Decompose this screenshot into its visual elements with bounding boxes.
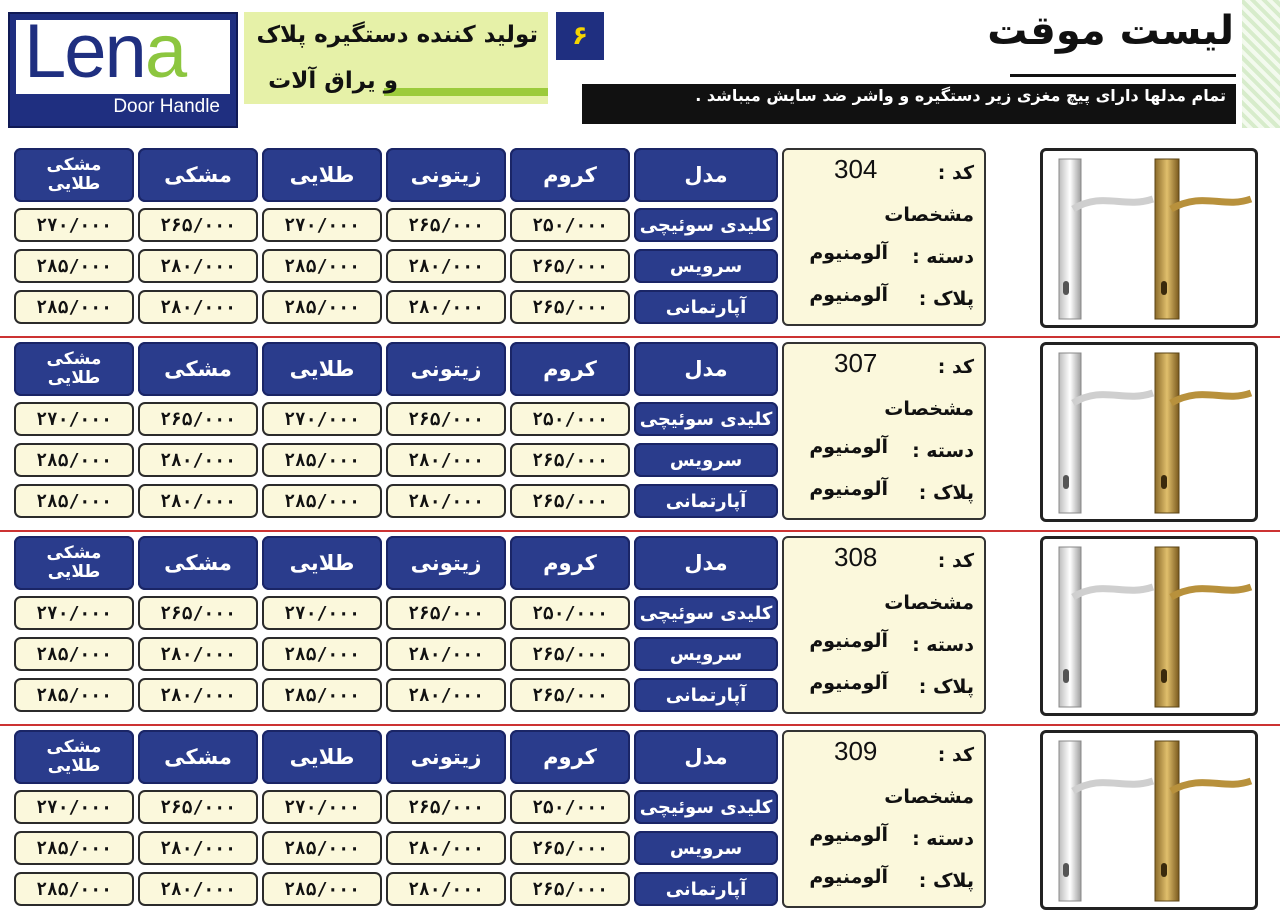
price-cell-olive: ۲۶۵/۰۰۰ — [386, 208, 506, 242]
header-line: طلایی — [47, 368, 101, 388]
price-cell-black-gold: ۲۸۵/۰۰۰ — [14, 290, 134, 324]
product-block — [0, 148, 1280, 328]
block-separator — [0, 336, 1280, 338]
product-block — [0, 342, 1280, 522]
price-cell-black-gold: ۲۸۵/۰۰۰ — [14, 443, 134, 477]
price-cell-black-gold: ۲۷۰/۰۰۰ — [14, 208, 134, 242]
price-cell-olive: ۲۸۰/۰۰۰ — [386, 678, 506, 712]
product-code: 307 — [834, 348, 878, 378]
price-cell-gold: ۲۷۰/۰۰۰ — [262, 596, 382, 630]
price-cell-black-gold: ۲۸۵/۰۰۰ — [14, 872, 134, 906]
logo-panel — [16, 9, 230, 120]
column-header-black-gold — [14, 148, 134, 202]
model-label: سرویس — [634, 249, 778, 283]
product-photo — [1040, 536, 1258, 716]
handle-material: آلومنیوم — [809, 824, 888, 846]
page-title: لیست موقت — [987, 8, 1234, 54]
header-line: مشکی — [46, 737, 102, 757]
door-handle-illustration — [1043, 733, 1255, 907]
column-header-chrome: کروم — [510, 148, 630, 202]
plate-label: پلاک : — [918, 676, 974, 698]
price-cell-black: ۲۸۰/۰۰۰ — [138, 443, 258, 477]
logo-subtitle: Door Handle — [16, 94, 230, 120]
handle-material: آلومنیوم — [809, 630, 888, 652]
price-cell-olive: ۲۸۰/۰۰۰ — [386, 637, 506, 671]
model-label: آپارتمانی — [634, 872, 778, 906]
product-block — [0, 730, 1280, 910]
price-cell-chrome: ۲۶۵/۰۰۰ — [510, 249, 630, 283]
price-cell-olive: ۲۸۰/۰۰۰ — [386, 290, 506, 324]
price-cell-chrome: ۲۶۵/۰۰۰ — [510, 637, 630, 671]
price-cell-chrome: ۲۵۰/۰۰۰ — [510, 596, 630, 630]
column-header-model: مدل — [634, 536, 778, 590]
price-cell-olive: ۲۸۰/۰۰۰ — [386, 872, 506, 906]
column-header-black-gold — [14, 342, 134, 396]
logo-wordmark: Lena — [24, 9, 186, 94]
plate-label: پلاک : — [918, 482, 974, 504]
column-header-gold: طلایی — [262, 730, 382, 784]
code-label: کد : — [937, 550, 974, 572]
price-cell-olive: ۲۸۰/۰۰۰ — [386, 484, 506, 518]
decorative-pattern — [1242, 0, 1280, 128]
banner-line-2: و یراق آلات — [268, 68, 398, 94]
header-line: مشکی — [46, 349, 102, 369]
price-cell-chrome: ۲۵۰/۰۰۰ — [510, 790, 630, 824]
product-code: 304 — [834, 154, 878, 184]
price-cell-olive: ۲۸۰/۰۰۰ — [386, 443, 506, 477]
price-cell-black-gold: ۲۸۵/۰۰۰ — [14, 484, 134, 518]
price-cell-olive: ۲۸۰/۰۰۰ — [386, 249, 506, 283]
header-line: طلایی — [47, 562, 101, 582]
column-header-gold: طلایی — [262, 342, 382, 396]
product-code: 308 — [834, 542, 878, 572]
price-cell-black-gold: ۲۸۵/۰۰۰ — [14, 249, 134, 283]
price-cell-black: ۲۸۰/۰۰۰ — [138, 831, 258, 865]
price-cell-black-gold: ۲۸۵/۰۰۰ — [14, 678, 134, 712]
plate-label: پلاک : — [918, 288, 974, 310]
plate-material: آلومنیوم — [809, 478, 888, 500]
header-line: مشکی — [46, 543, 102, 563]
model-label: آپارتمانی — [634, 290, 778, 324]
header-line: طلایی — [47, 756, 101, 776]
column-header-olive: زیتونی — [386, 148, 506, 202]
product-photo — [1040, 342, 1258, 522]
price-cell-black-gold: ۲۸۵/۰۰۰ — [14, 637, 134, 671]
handle-label: دسته : — [912, 440, 974, 462]
column-header-gold: طلایی — [262, 536, 382, 590]
code-label: کد : — [937, 356, 974, 378]
price-cell-olive: ۲۶۵/۰۰۰ — [386, 596, 506, 630]
column-header-black: مشکی — [138, 148, 258, 202]
page-number-badge: ۶ — [556, 12, 604, 60]
price-cell-gold: ۲۷۰/۰۰۰ — [262, 790, 382, 824]
product-info-card — [782, 536, 986, 714]
price-cell-olive: ۲۶۵/۰۰۰ — [386, 402, 506, 436]
model-label: سرویس — [634, 443, 778, 477]
block-separator — [0, 724, 1280, 726]
handle-label: دسته : — [912, 246, 974, 268]
handle-label: دسته : — [912, 634, 974, 656]
specs-label: مشخصات — [884, 398, 974, 420]
price-cell-black-gold: ۲۸۵/۰۰۰ — [14, 831, 134, 865]
price-cell-gold: ۲۷۰/۰۰۰ — [262, 208, 382, 242]
plate-label: پلاک : — [918, 870, 974, 892]
price-cell-gold: ۲۸۵/۰۰۰ — [262, 290, 382, 324]
code-label: کد : — [937, 744, 974, 766]
price-cell-black: ۲۸۰/۰۰۰ — [138, 872, 258, 906]
price-cell-black: ۲۶۵/۰۰۰ — [138, 402, 258, 436]
price-cell-gold: ۲۸۵/۰۰۰ — [262, 443, 382, 477]
price-cell-chrome: ۲۶۵/۰۰۰ — [510, 484, 630, 518]
product-info-card — [782, 148, 986, 326]
plate-material: آلومنیوم — [809, 866, 888, 888]
brand-logo — [8, 9, 238, 128]
handle-material: آلومنیوم — [809, 436, 888, 458]
price-cell-gold: ۲۸۵/۰۰۰ — [262, 678, 382, 712]
block-separator — [0, 530, 1280, 532]
door-handle-illustration — [1043, 539, 1255, 713]
specs-label: مشخصات — [884, 786, 974, 808]
title-underline — [1010, 74, 1236, 77]
specs-label: مشخصات — [884, 204, 974, 226]
price-cell-black-gold: ۲۷۰/۰۰۰ — [14, 790, 134, 824]
price-cell-black: ۲۸۰/۰۰۰ — [138, 249, 258, 283]
column-header-chrome: کروم — [510, 730, 630, 784]
column-header-model: مدل — [634, 342, 778, 396]
banner-line-1: تولید کننده دستگیره پلاک — [256, 22, 538, 48]
model-label: آپارتمانی — [634, 678, 778, 712]
header-line: مشکی — [46, 155, 102, 175]
price-cell-gold: ۲۸۵/۰۰۰ — [262, 484, 382, 518]
product-photo — [1040, 148, 1258, 328]
handle-material: آلومنیوم — [809, 242, 888, 264]
column-header-olive: زیتونی — [386, 342, 506, 396]
price-cell-black: ۲۸۰/۰۰۰ — [138, 290, 258, 324]
product-block — [0, 536, 1280, 716]
specs-label: مشخصات — [884, 592, 974, 614]
price-cell-gold: ۲۸۵/۰۰۰ — [262, 872, 382, 906]
model-label: کلیدی سوئیچی — [634, 402, 778, 436]
price-cell-black: ۲۶۵/۰۰۰ — [138, 596, 258, 630]
product-photo — [1040, 730, 1258, 910]
model-label: کلیدی سوئیچی — [634, 790, 778, 824]
price-cell-gold: ۲۸۵/۰۰۰ — [262, 831, 382, 865]
plate-material: آلومنیوم — [809, 284, 888, 306]
door-handle-illustration — [1043, 345, 1255, 519]
price-cell-gold: ۲۷۰/۰۰۰ — [262, 402, 382, 436]
column-header-black-gold — [14, 536, 134, 590]
price-cell-black: ۲۶۵/۰۰۰ — [138, 208, 258, 242]
column-header-black: مشکی — [138, 342, 258, 396]
price-cell-chrome: ۲۶۵/۰۰۰ — [510, 872, 630, 906]
price-cell-black-gold: ۲۷۰/۰۰۰ — [14, 596, 134, 630]
model-label: کلیدی سوئیچی — [634, 596, 778, 630]
price-cell-black: ۲۸۰/۰۰۰ — [138, 484, 258, 518]
column-header-chrome: کروم — [510, 342, 630, 396]
column-header-black: مشکی — [138, 730, 258, 784]
price-cell-black: ۲۸۰/۰۰۰ — [138, 637, 258, 671]
column-header-black-gold — [14, 730, 134, 784]
price-cell-black: ۲۸۰/۰۰۰ — [138, 678, 258, 712]
price-cell-olive: ۲۶۵/۰۰۰ — [386, 790, 506, 824]
model-label: کلیدی سوئیچی — [634, 208, 778, 242]
column-header-model: مدل — [634, 730, 778, 784]
column-header-chrome: کروم — [510, 536, 630, 590]
price-cell-gold: ۲۸۵/۰۰۰ — [262, 637, 382, 671]
column-header-gold: طلایی — [262, 148, 382, 202]
plate-material: آلومنیوم — [809, 672, 888, 694]
product-info-card — [782, 342, 986, 520]
price-cell-chrome: ۲۶۵/۰۰۰ — [510, 831, 630, 865]
price-cell-gold: ۲۸۵/۰۰۰ — [262, 249, 382, 283]
price-cell-chrome: ۲۶۵/۰۰۰ — [510, 678, 630, 712]
product-info-card — [782, 730, 986, 908]
column-header-olive: زیتونی — [386, 730, 506, 784]
price-cell-chrome: ۲۵۰/۰۰۰ — [510, 402, 630, 436]
model-label: سرویس — [634, 831, 778, 865]
banner-accent-bar — [384, 88, 548, 96]
column-header-olive: زیتونی — [386, 536, 506, 590]
handle-label: دسته : — [912, 828, 974, 850]
product-code: 309 — [834, 736, 878, 766]
code-label: کد : — [937, 162, 974, 184]
price-cell-black-gold: ۲۷۰/۰۰۰ — [14, 402, 134, 436]
price-cell-chrome: ۲۶۵/۰۰۰ — [510, 290, 630, 324]
model-label: آپارتمانی — [634, 484, 778, 518]
header-line: طلایی — [47, 174, 101, 194]
price-cell-chrome: ۲۶۵/۰۰۰ — [510, 443, 630, 477]
manufacturer-banner — [244, 12, 548, 104]
price-cell-chrome: ۲۵۰/۰۰۰ — [510, 208, 630, 242]
price-cell-olive: ۲۸۰/۰۰۰ — [386, 831, 506, 865]
column-header-black: مشکی — [138, 536, 258, 590]
door-handle-illustration — [1043, 151, 1255, 325]
column-header-model: مدل — [634, 148, 778, 202]
model-label: سرویس — [634, 637, 778, 671]
notice-banner: تمام مدلها دارای پیچ مغزی زیر دستگیره و واشر ضد سایش میباشد . — [582, 84, 1236, 124]
price-cell-black: ۲۶۵/۰۰۰ — [138, 790, 258, 824]
